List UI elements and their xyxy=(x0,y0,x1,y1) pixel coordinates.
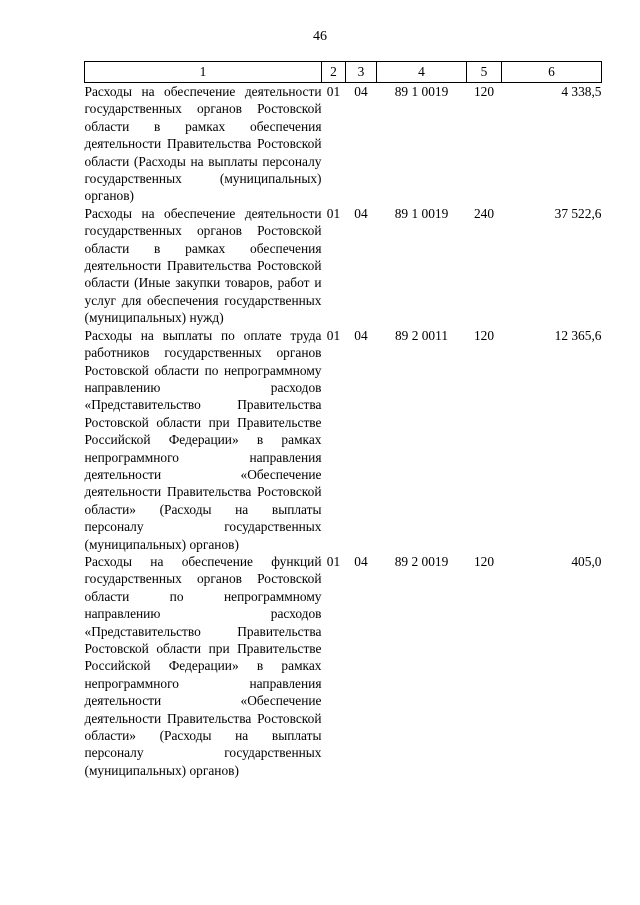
row-subsection: 04 xyxy=(354,553,368,569)
row-expense-type: 120 xyxy=(473,327,495,343)
row-target: 89 2 0011 xyxy=(394,327,449,343)
table-row xyxy=(85,327,602,553)
row-target: 89 2 0019 xyxy=(394,553,449,569)
row-amount: 37 522,6 xyxy=(554,205,602,221)
row-target: 89 1 0019 xyxy=(394,84,449,99)
row-subsection: 04 xyxy=(354,205,368,221)
row-amount: 405,0 xyxy=(571,553,602,569)
row-description: Расходы на выплаты по оплате труда работников государственных органов Ростовской области по непрограммному направлению расходов «Представительство Правительства Ростовской области при Правительстве Российской Федерации» в рамках непрограммного направления деятельности «Обеспечение деятельности Правительства Ростовской области» (Расходы на выплаты персоналу государственных (муниципальных) органов) xyxy=(84,327,322,552)
row-description: Расходы на обеспечение деятельности государственных органов Ростовской области в рамках обеспечения деятельности Правительства Ростовской области (Иные закупки товаров, работ и услуг для обеспечения государственных (муниципальных) нужд) xyxy=(84,205,322,326)
row-section: 01 xyxy=(326,553,341,569)
column-header: 4 xyxy=(377,62,467,83)
row-amount: 12 365,6 xyxy=(554,327,602,343)
page-number: 46 xyxy=(313,29,327,44)
table-row xyxy=(85,553,602,779)
row-section: 01 xyxy=(326,327,341,343)
column-header: 3 xyxy=(346,62,377,83)
column-header: 1 xyxy=(85,62,322,83)
row-target: 89 1 0019 xyxy=(394,205,449,221)
row-description: Расходы на обеспечение функций государственных органов Ростовской области по непрограммному направлению расходов «Представительство Правительства Ростовской области при Правительстве Российской Федерации» в рамках непрограммного направления деятельности «Обеспечение деятельности Правительства Ростовской области» (Расходы на выплаты персоналу государственных (муниципальных) органов) xyxy=(84,553,322,778)
row-section: 01 xyxy=(326,205,341,221)
column-header: 6 xyxy=(502,62,602,83)
row-subsection: 04 xyxy=(354,327,368,343)
table-header-row xyxy=(85,62,602,83)
row-expense-type: 120 xyxy=(473,553,495,569)
row-description: Расходы на обеспечение деятельности государственных органов Ростовской области в рамках обеспечения деятельности Правительства Ростовской области (Расходы на выплаты персоналу государственных (муниципальных) органов) xyxy=(84,84,322,204)
budget-table xyxy=(84,61,602,779)
row-expense-type: 120 xyxy=(473,84,495,99)
row-amount: 4 338,5 xyxy=(561,84,602,99)
row-subsection: 04 xyxy=(354,84,368,99)
table-row xyxy=(85,83,602,205)
column-header: 5 xyxy=(467,62,502,83)
row-expense-type: 240 xyxy=(473,205,495,221)
row-section: 01 xyxy=(326,84,341,99)
table-row xyxy=(85,205,602,327)
column-header: 2 xyxy=(322,62,346,83)
